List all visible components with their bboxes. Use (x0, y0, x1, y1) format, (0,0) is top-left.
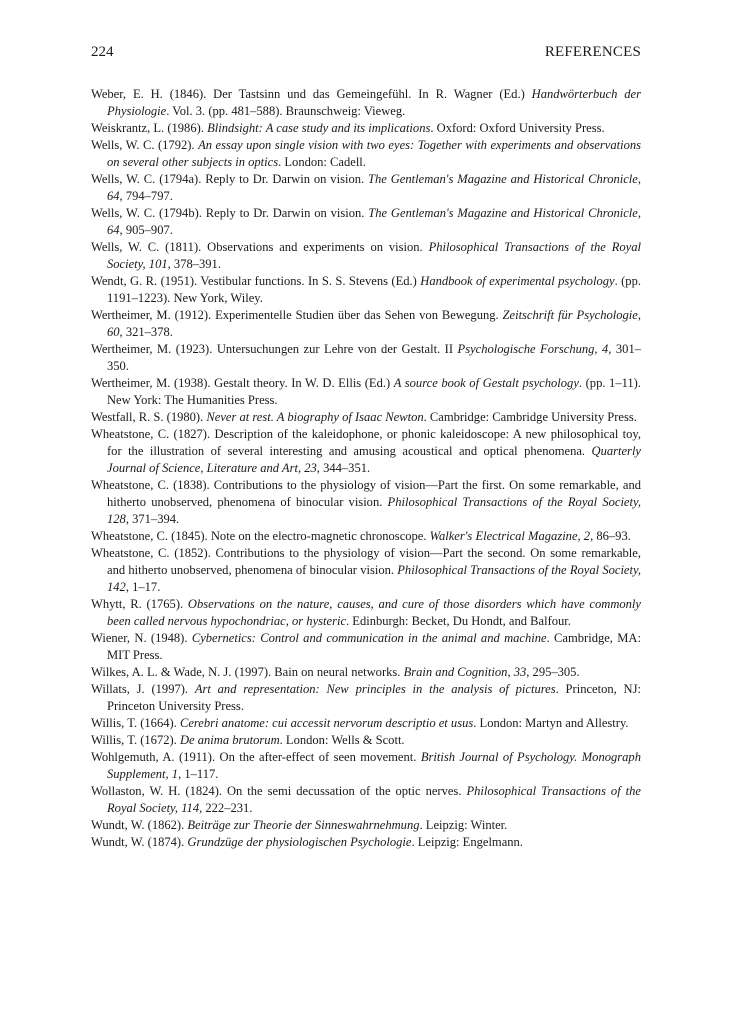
reference-source-title: Philosophical Transactions of the Royal Society, 128 (107, 495, 641, 526)
reference-text: Willis, T. (1664). (91, 716, 180, 730)
reference-entry (91, 239, 641, 273)
reference-text: Wells, W. C. (1794b). Reply to Dr. Darwin on vision. (91, 206, 369, 220)
reference-source-title: Handbook of experimental psychology (420, 274, 615, 288)
reference-text: Wundt, W. (1874). (91, 835, 188, 849)
reference-text: Wertheimer, M. (1938). Gestalt theory. In W. D. Ellis (Ed.) (91, 376, 394, 390)
reference-details: . Edinburgh: Becket, Du Hondt, and Balfour. (346, 614, 571, 628)
reference-details: , 222–231. (199, 801, 253, 815)
reference-entry (91, 834, 641, 851)
reference-source-title: Philosophical Transactions of the Royal Society, 114 (107, 784, 641, 815)
reference-list (91, 86, 641, 851)
reference-text: Weiskrantz, L. (1986). (91, 121, 208, 135)
reference-details: . Princeton, NJ: Princeton University Press. (107, 682, 641, 713)
reference-entry (91, 749, 641, 783)
reference-entry (91, 86, 641, 120)
reference-source-title: Art and representation: New principles in the analysis of pictures (194, 682, 556, 696)
reference-source-title: An essay upon single vision with two eyes: Together with experiments and observations on several other subjects in optics (107, 138, 641, 169)
reference-details: , 1–117. (178, 767, 219, 781)
reference-source-title: Walker's Electrical Magazine, 2 (429, 529, 591, 543)
reference-source-title: De anima brutorum (179, 733, 280, 747)
reference-source-title: A source book of Gestalt psychology (393, 376, 579, 390)
reference-text: Wilkes, A. L. & Wade, N. J. (1997). Bain on neural networks. (91, 665, 404, 679)
reference-details: . (pp. 1191–1223). New York, Wiley. (107, 274, 641, 305)
reference-source-title: Observations on the nature, causes, and cure of those disorders which have commonly been called nervous hypochondriac, or hysteric (107, 597, 641, 628)
reference-entry (91, 477, 641, 528)
reference-entry (91, 273, 641, 307)
reference-entry (91, 307, 641, 341)
reference-source-title: Handwörterbuch der Physiologie (107, 87, 641, 118)
reference-text: Willats, J. (1997). (91, 682, 195, 696)
reference-source-title: British Journal of Psychology. Monograph Supplement, 1 (107, 750, 641, 781)
reference-entry (91, 732, 641, 749)
reference-details: . Vol. 3. (pp. 481–588). Braunschweig: Vieweg. (166, 104, 406, 118)
reference-text: Weber, E. H. (1846). Der Tastsinn und das Gemeingefühl. In R. Wagner (Ed.) (91, 87, 532, 101)
reference-source-title: Brain and Cognition, 33 (403, 665, 527, 679)
reference-details: , 1–17. (125, 580, 161, 594)
reference-entry (91, 664, 641, 681)
reference-entry (91, 783, 641, 817)
reference-details: . London: Cadell. (278, 155, 366, 169)
reference-source-title: Zeitschrift für Psychologie, 60 (107, 308, 641, 339)
reference-text: Wertheimer, M. (1912). Experimentelle Studien über das Sehen von Bewegung. (91, 308, 503, 322)
reference-details: . London: Martyn and Allestry. (473, 716, 629, 730)
reference-details: , 378–391. (167, 257, 221, 271)
reference-text: Wells, W. C. (1794a). Reply to Dr. Darwin on vision. (91, 172, 369, 186)
reference-text: Wheatstone, C. (1838). Contributions to the physiology of vision—Part the first. On some remarkable, and hitherto unobserved, phenomena of binocular vision. (91, 478, 641, 509)
reference-source-title: Blindsight: A case study and its implications (207, 121, 431, 135)
reference-entry (91, 715, 641, 732)
reference-source-title: Cerebri anatome: cui accessit nervorum descriptio et usus (179, 716, 474, 730)
reference-source-title: Quarterly Journal of Science, Literature and Art, 23 (107, 444, 641, 475)
reference-details: , 86–93. (590, 529, 631, 543)
reference-details: , 301–350. (107, 342, 641, 373)
reference-entry (91, 409, 641, 426)
reference-details: , 794–797. (119, 189, 173, 203)
reference-text: Wiener, N. (1948). (91, 631, 192, 645)
reference-text: Wohlgemuth, A. (1911). On the after-effect of seen movement. (91, 750, 421, 764)
reference-source-title: Never at rest. A biography of Isaac Newton (206, 410, 424, 424)
reference-entry (91, 375, 641, 409)
reference-text: Wheatstone, C. (1827). Description of the kaleidophone, or phonic kaleidoscope: A new philosophical toy, for the illustration of several interesting and amusing acoustical and optical phenomena. (91, 427, 641, 458)
reference-text: Wells, W. C. (1811). Observations and experiments on vision. (91, 240, 429, 254)
reference-entry (91, 426, 641, 477)
reference-source-title: Cybernetics: Control and communication in the animal and machine (191, 631, 547, 645)
reference-source-title: Beiträge zur Theorie der Sinneswahrnehmung (187, 818, 420, 832)
reference-text: Wheatstone, C. (1852). Contributions to the physiology of vision—Part the second. On some remarkable, and hitherto unobserved, phenomena of binocular vision. (91, 546, 641, 577)
reference-entry (91, 630, 641, 664)
reference-details: , 295–305. (526, 665, 580, 679)
reference-entry (91, 341, 641, 375)
reference-source-title: The Gentleman's Magazine and Historical Chronicle, 64 (107, 206, 641, 237)
reference-details: . Oxford: Oxford University Press. (430, 121, 605, 135)
reference-text: Wollaston, W. H. (1824). On the semi decussation of the optic nerves. (91, 784, 467, 798)
reference-entry (91, 120, 641, 137)
reference-details: , 371–394. (125, 512, 180, 526)
reference-text: Wundt, W. (1862). (91, 818, 188, 832)
reference-source-title: Grundzüge der physiologischen Psychologie (187, 835, 412, 849)
reference-source-title: Philosophical Transactions of the Royal Society, 142 (107, 563, 641, 594)
reference-text: Wendt, G. R. (1951). Vestibular functions. In S. S. Stevens (Ed.) (91, 274, 421, 288)
reference-entry (91, 596, 641, 630)
reference-entry (91, 528, 641, 545)
reference-text: Whytt, R. (1765). (91, 597, 188, 611)
reference-details: . Leipzig: Winter. (419, 818, 508, 832)
reference-entry (91, 137, 641, 171)
reference-details: . Leipzig: Engelmann. (411, 835, 523, 849)
reference-text: Wells, W. C. (1792). (91, 138, 199, 152)
reference-source-title: The Gentleman's Magazine and Historical Chronicle, 64 (107, 172, 641, 203)
page-number: 224 (91, 44, 114, 60)
reference-entry (91, 817, 641, 834)
reference-details: , 344–351. (316, 461, 371, 475)
page-header (91, 44, 641, 68)
reference-source-title: Psychologische Forschung, 4 (457, 342, 609, 356)
document-page (91, 44, 641, 851)
reference-text: Wertheimer, M. (1923). Untersuchungen zur Lehre von der Gestalt. II (91, 342, 458, 356)
reference-details: , 905–907. (119, 223, 173, 237)
reference-entry (91, 681, 641, 715)
reference-text: Westfall, R. S. (1980). (91, 410, 207, 424)
reference-details: . Cambridge, MA: MIT Press. (107, 631, 641, 662)
reference-entry (91, 205, 641, 239)
reference-details: . (pp. 1–11). New York: The Humanities Press. (107, 376, 641, 407)
section-title: REFERENCES (544, 44, 641, 60)
reference-details: , 321–378. (119, 325, 173, 339)
reference-details: . London: Wells & Scott. (279, 733, 405, 747)
reference-entry (91, 545, 641, 596)
reference-text: Willis, T. (1672). (91, 733, 180, 747)
reference-entry (91, 171, 641, 205)
reference-source-title: Philosophical Transactions of the Royal Society, 101 (107, 240, 642, 271)
reference-details: . Cambridge: Cambridge University Press. (423, 410, 637, 424)
reference-text: Wheatstone, C. (1845). Note on the electro-magnetic chronoscope. (91, 529, 430, 543)
